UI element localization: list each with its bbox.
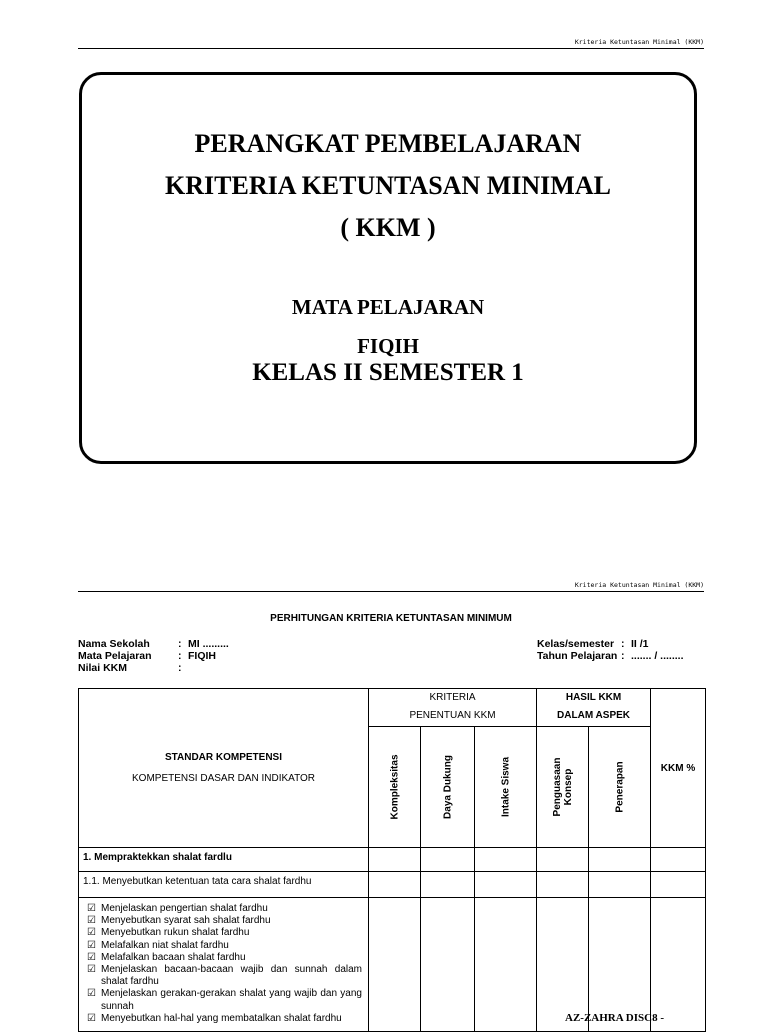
indicator-text: Menjelaskan gerakan-gerakan shalat yang wajib dan yang sunnah bbox=[101, 988, 362, 1012]
empty-cell bbox=[369, 898, 421, 1032]
indicator-text: Melafalkan niat shalat fardhu bbox=[101, 939, 229, 951]
empty-cell bbox=[475, 872, 537, 898]
info-label: Tahun Pelajaran bbox=[537, 650, 618, 662]
empty-cell bbox=[537, 872, 589, 898]
indicator-text: Menyebutkan hal-hal yang membatalkan shalat fardhu bbox=[101, 1012, 342, 1024]
header-hasil bbox=[537, 689, 651, 727]
calc-title: PERHITUNGAN KRITERIA KETUNTASAN MINIMUM bbox=[270, 613, 512, 624]
info-sep: : bbox=[621, 650, 625, 662]
info-sep: : bbox=[178, 662, 182, 674]
indicator-text: Menjelaskan pengertian shalat fardhu bbox=[101, 903, 268, 914]
header-standar-kompetensi bbox=[79, 689, 369, 848]
empty-cell bbox=[369, 848, 421, 872]
col-penerapan bbox=[589, 727, 651, 848]
col-label: Daya Dukung bbox=[442, 755, 453, 819]
list-item bbox=[87, 903, 362, 915]
sk-cell: 1. Mempraktekkan shalat fardlu bbox=[79, 848, 369, 872]
header-kriteria-line1: KRITERIA bbox=[429, 692, 476, 703]
indicator-list bbox=[79, 898, 368, 1031]
indicator-text: Melafalkan bacaan shalat fardhu bbox=[101, 951, 246, 963]
header-standar-line2: KOMPETENSI DASAR DAN INDIKATOR bbox=[132, 773, 315, 784]
info-value: FIQIH bbox=[188, 650, 216, 662]
empty-cell bbox=[651, 872, 706, 898]
page-header bbox=[78, 38, 704, 49]
info-label: Kelas/semester bbox=[537, 638, 615, 650]
header-hasil-line2: DALAM ASPEK bbox=[557, 710, 631, 721]
list-item bbox=[87, 915, 362, 927]
checkbox-icon: ☑ bbox=[87, 903, 96, 914]
list-item bbox=[87, 927, 362, 939]
info-label: Mata Pelajaran bbox=[78, 650, 152, 662]
cover-subject-label: MATA PELAJARAN bbox=[291, 295, 485, 319]
header-hasil-line1: HASIL KKM bbox=[565, 692, 622, 703]
checkbox-icon: ☑ bbox=[87, 915, 96, 927]
info-value: MI ......... bbox=[188, 638, 229, 650]
empty-cell bbox=[369, 872, 421, 898]
col-daya-dukung bbox=[421, 727, 475, 848]
info-row-class bbox=[537, 638, 684, 650]
list-item bbox=[87, 951, 362, 964]
info-value: ....... / ........ bbox=[631, 650, 684, 662]
col-intake-siswa bbox=[475, 727, 537, 848]
indicator-text: Menjelaskan bacaan-bacaan wajib dan sunnah dalam shalat fardhu bbox=[101, 964, 362, 988]
empty-cell bbox=[475, 898, 537, 1032]
info-sep: : bbox=[621, 638, 625, 650]
empty-cell bbox=[651, 848, 706, 872]
table-row-kd bbox=[79, 872, 706, 898]
header-kriteria bbox=[369, 689, 537, 727]
header-kkm-percent: KKM % bbox=[651, 689, 706, 848]
col-label: Intake Siswa bbox=[500, 756, 512, 818]
empty-cell bbox=[475, 848, 537, 872]
cover-box bbox=[79, 72, 697, 464]
empty-cell bbox=[421, 848, 475, 872]
cover-subject-name: FIQIH bbox=[357, 334, 419, 358]
info-sep: : bbox=[178, 638, 182, 650]
info-row-year bbox=[537, 650, 684, 662]
checkbox-icon: ☑ bbox=[87, 951, 96, 963]
page-header-2 bbox=[78, 581, 704, 592]
table-header-row bbox=[79, 689, 706, 727]
header-label-2: Kriteria Ketuntasan Minimal (KKM) bbox=[574, 581, 704, 589]
cover-title-line1: PERANGKAT PEMBELAJARAN bbox=[194, 129, 582, 158]
empty-cell bbox=[537, 848, 589, 872]
kkm-table bbox=[78, 688, 706, 1032]
footer-text: AZ-ZAHRA DISC8 - bbox=[565, 1012, 665, 1024]
empty-cell bbox=[421, 872, 475, 898]
info-label: Nama Sekolah bbox=[78, 638, 150, 650]
checkbox-icon: ☑ bbox=[87, 939, 96, 951]
indicator-text: Menyebutkan rukun shalat fardhu bbox=[101, 927, 250, 939]
col-label: Penguasaan bbox=[551, 757, 563, 817]
info-label: Nilai KKM bbox=[78, 662, 128, 674]
col-label: Penerapan bbox=[614, 761, 626, 813]
col-kompleksitas bbox=[369, 727, 421, 848]
info-row-subject bbox=[78, 650, 229, 662]
empty-cell bbox=[589, 872, 651, 898]
list-item bbox=[87, 964, 362, 988]
info-left bbox=[78, 638, 229, 674]
checkbox-icon: ☑ bbox=[87, 988, 96, 1000]
checkbox-icon: ☑ bbox=[87, 1012, 96, 1024]
table-row-sk bbox=[79, 848, 706, 872]
checkbox-icon: ☑ bbox=[87, 964, 96, 976]
cover-title-line2: KRITERIA KETUNTASAN MINIMAL bbox=[165, 171, 611, 200]
empty-cell bbox=[589, 848, 651, 872]
col-label-stack bbox=[552, 758, 574, 817]
cover-class-semester: KELAS II SEMESTER 1 bbox=[252, 359, 524, 386]
info-value: II /1 bbox=[631, 638, 649, 650]
col-label: Kompleksitas bbox=[389, 754, 400, 820]
info-sep: : bbox=[178, 650, 182, 662]
indicator-text: Menyebutkan syarat sah shalat fardhu bbox=[101, 915, 271, 927]
header-kriteria-line2: PENENTUAN KKM bbox=[409, 710, 496, 721]
checkbox-icon: ☑ bbox=[87, 927, 96, 939]
info-row-school bbox=[78, 638, 229, 650]
header-label: Kriteria Ketuntasan Minimal (KKM) bbox=[574, 38, 704, 46]
indicator-cell bbox=[79, 898, 369, 1032]
empty-cell bbox=[421, 898, 475, 1032]
list-item bbox=[87, 988, 362, 1012]
col-penguasaan-konsep bbox=[537, 727, 589, 848]
list-item bbox=[87, 1012, 362, 1025]
info-row-kkm bbox=[78, 662, 229, 674]
list-item bbox=[87, 939, 362, 952]
cover-title-line3: ( KKM ) bbox=[340, 213, 436, 242]
kd-cell: 1.1. Menyebutkan ketentuan tata cara shalat fardhu bbox=[79, 872, 369, 898]
header-standar-line1: STANDAR KOMPETENSI bbox=[164, 752, 283, 763]
info-right bbox=[537, 638, 684, 662]
col-label: Konsep bbox=[562, 768, 574, 806]
